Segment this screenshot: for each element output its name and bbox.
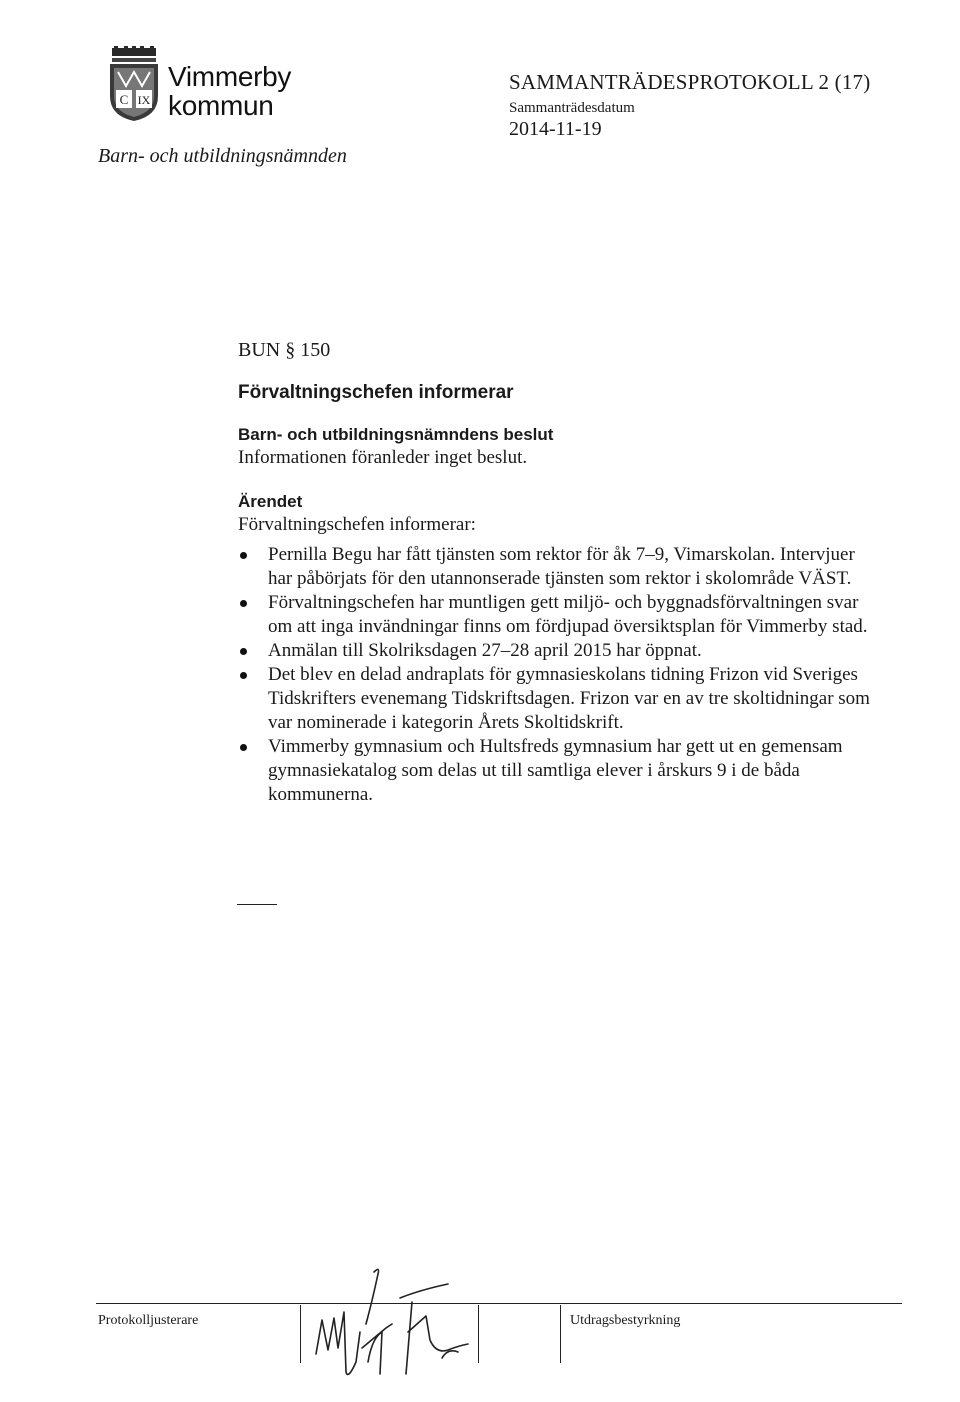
bullet-icon xyxy=(240,552,247,559)
org-name-line2: kommun xyxy=(168,90,274,121)
bullet-icon xyxy=(240,744,247,751)
paragraph-number: BUN § 150 xyxy=(238,339,331,361)
svg-text:IX: IX xyxy=(137,93,151,107)
information-list xyxy=(238,543,878,807)
coat-of-arms-icon xyxy=(106,46,162,122)
committee-name: Barn- och utbildningsnämnden xyxy=(98,145,347,167)
adjuster-label: Protokolljusterare xyxy=(98,1313,199,1328)
decision-heading: Barn- och utbildningsnämndens beslut xyxy=(238,425,554,444)
org-name-line1: Vimmerby xyxy=(168,61,292,92)
footer-divider-left xyxy=(300,1305,301,1363)
list-item: Förvaltningschefen har muntligen gett miljö- och byggnadsförvaltningen svar om att inga invändningar finns om fördjupad översiktsplan för Vimmerby stad. xyxy=(238,591,878,639)
list-item: Det blev en delad andraplats för gymnasieskolans tidning Frizon vid Sveriges Tidskrifters evenemang Tidskriftsdagen. Frizon var en av tre skoltidningar som var nominerade i kategorin Årets Skoltidskrift. xyxy=(238,663,878,735)
document-title: SAMMANTRÄDESPROTOKOLL 2 (17) xyxy=(509,70,871,94)
footer-divider-middle xyxy=(478,1305,479,1363)
decision-text: Informationen föranleder inget beslut. xyxy=(238,447,528,468)
certification-label: Utdragsbestyrkning xyxy=(570,1313,681,1328)
svg-text:C: C xyxy=(119,92,129,107)
meeting-date-label: Sammanträdesdatum xyxy=(509,100,635,116)
matter-heading: Ärendet xyxy=(238,492,303,511)
bullet-icon xyxy=(240,672,247,679)
matter-intro: Förvaltningschefen informerar: xyxy=(238,514,476,535)
footer-rule xyxy=(96,1303,902,1304)
list-item: Vimmerby gymnasium och Hultsfreds gymnasium har gett ut en gemensam gymnasiekatalog som delas ut till samtliga elever i årskurs 9 i de båda kommunerna. xyxy=(238,735,878,807)
meeting-date: 2014-11-19 xyxy=(509,118,602,140)
document-body xyxy=(238,338,878,807)
bullet-icon xyxy=(240,600,247,607)
signature-image xyxy=(308,1262,478,1392)
end-of-section-rule xyxy=(237,904,277,905)
footer-divider-right xyxy=(560,1305,561,1363)
bullet-icon xyxy=(240,648,247,655)
list-item: Anmälan till Skolriksdagen 27–28 april 2015 har öppnat. xyxy=(238,639,878,663)
section-title: Förvaltningschefen informerar xyxy=(238,382,514,403)
list-item: Pernilla Begu har fått tjänsten som rektor för åk 7–9, Vimarskolan. Intervjuer har påbörjats för den utannonserade tjänsten som rektor i skolområde VÄST. xyxy=(238,543,878,591)
